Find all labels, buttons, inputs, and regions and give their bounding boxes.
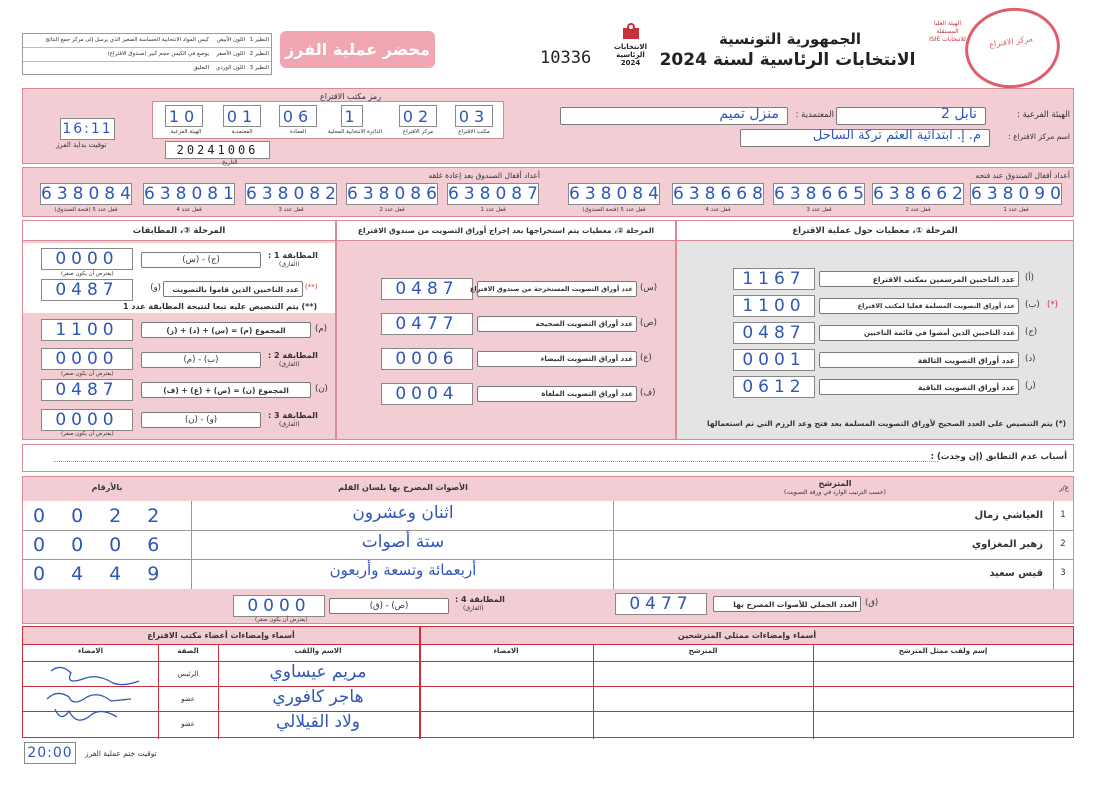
voters-label: عدد الناخبين الذين قاموا بالتصويت [163, 281, 303, 297]
open-lock-3[interactable]: 638665 [774, 184, 869, 204]
stage1-title: المرحلة ①، معطيات حول عملية الاقتراع [677, 221, 1073, 241]
isie-logo: الهيئة العليا المستقلة للانتخابات ISIE [929, 20, 966, 43]
result-1-name: العياشي زمال [974, 510, 1043, 521]
copy-3-desc: التعليق [193, 65, 209, 71]
delegation-value: منزل تميم [719, 106, 779, 122]
members-col-sign: الامضاء [77, 647, 104, 655]
code-office-label: مكتب الاقتراع [458, 129, 490, 135]
m3-formula: (و) - (ن) [141, 412, 261, 428]
open-lock-2[interactable]: 638662 [873, 184, 968, 204]
result-1-words[interactable]: اثنان وعشرون [352, 503, 454, 523]
end-time-box [24, 742, 76, 764]
m3-value[interactable]: 0000 [41, 409, 133, 431]
fa-label: عدد أوراق التصويت الملغاة [477, 386, 637, 402]
m4-diff: (الفارق) [463, 605, 484, 612]
date-box [165, 141, 270, 159]
voters-value[interactable]: 0487 [41, 279, 133, 301]
code-subauth-label: الهيئة الفرعية [170, 129, 202, 135]
result-2-words[interactable]: ستة أصوات [361, 532, 445, 552]
total-label: العدد الجملي للأصوات المصرح بها [713, 596, 861, 612]
document-number: 10336 [540, 48, 592, 68]
m3-zero-note: (يفترض أن يكون صفر) [61, 431, 114, 437]
member-1-role: الرئيس [177, 670, 199, 678]
result-2-name: زهير المغزاوي [971, 539, 1043, 550]
result-3-words[interactable]: أربعمائة وتسعة وأربعون [329, 561, 477, 579]
code-imada[interactable]: 06 [279, 105, 317, 127]
sum-m-value[interactable]: 1100 [41, 319, 133, 341]
stage3-panel: المرحلة ③، المطابقات 0000 (ج) - (س) المطابقة 1 : (الفارق) (يفترض أن يكون صفر) 0487 (و) عدد الناخبين الذين قاموا بالتصويت (**) (**) يتم التنصيص عليه تبعا لنتيجة المطابقة عدد 1 1100 المجموع (م) = (س) + (د) + (ر) (م) 0000 (ب) - (م) المطابقة 2 : (الفارق) (يفترض أن يكون صفر) 0487 المجموع (ن) = (ص) + (ع) + (ف) (ن) 0000 (و) - (ن) المطابقة 3 : (الفارق) (يفترض أن يكون صفر) [22, 220, 336, 440]
code-office[interactable]: 03 [455, 105, 493, 127]
result-1-digits[interactable]: 0022 [33, 505, 186, 527]
stage3-title: المرحلة ③، المطابقات [23, 221, 335, 241]
locks-open-title: أعداد أقفال الصندوق عند فتحه [975, 171, 1070, 180]
code-district[interactable]: 1 [341, 105, 363, 127]
form-title: محضر عملية الفرز [280, 31, 435, 68]
sub-auth-field[interactable] [836, 107, 986, 125]
members-title: أسماء وإمضاءات أعضاء مكتب الاقتراع [23, 627, 419, 645]
member-3-role: عضو [181, 720, 195, 728]
results-panel [22, 476, 1074, 624]
member-signatures[interactable] [33, 661, 153, 739]
ain-key: (ع) [640, 353, 652, 363]
code-imada-label: العمادة [289, 129, 307, 135]
stage2-panel [336, 220, 676, 440]
code-subauth[interactable]: 10 [165, 105, 203, 127]
code-title: رمز مكتب الاقتراع [320, 92, 382, 101]
copy-1-label: النظير 1 [249, 37, 269, 43]
open-lock-4[interactable]: 638668 [673, 184, 768, 204]
result-3-digits[interactable]: 0449 [33, 563, 186, 585]
j-key: (ج) [1025, 327, 1038, 337]
code-center-label: مركز الاقتراع [402, 129, 434, 135]
copy-3-label: النظير 3 [249, 65, 269, 71]
member-1-name[interactable]: مريم عيساوي [269, 662, 367, 682]
r-key: (ر) [1025, 381, 1036, 391]
reclose-lock-5[interactable]: 638084 [41, 184, 136, 204]
m4-value[interactable]: 0000 [233, 595, 325, 617]
election-title: الانتخابات الرئاسية لسنة 2024 [659, 50, 916, 70]
members-col-role: الصفة [177, 647, 199, 655]
signatures-panel [22, 626, 1074, 738]
end-time-value[interactable]: 20:00 [27, 745, 73, 761]
m1-label: المطابقة 1 : [268, 251, 318, 260]
reclose-lock-1-label: قفل عدد 1 [480, 207, 506, 213]
member-3-name[interactable]: ولاد القيلالي [275, 712, 360, 732]
a-label: عدد الناخبين المرسمين بمكتب الاقتراع [819, 271, 1019, 287]
members-col-name: الاسم واللقب [294, 647, 342, 655]
open-lock-3-label: قفل عدد 3 [806, 207, 832, 213]
a-key: (أ) [1025, 273, 1034, 283]
copy-1-desc: كيس المواد الانتخابية الحساسة الصغير الذي يرسل إلى مركز جمع النتائج [45, 37, 209, 43]
stage1-panel: المرحلة ①، معطيات حول عملية الاقتراع 1167 عدد الناخبين المرسمين بمكتب الاقتراع (أ) 1100 عدد أوراق التصويت المسلمة فعليا لمكتب الاقتراع (ب) (*) 0487 عدد الناخبين الذين أمضوا في قائمة الناخبين (ج) 0001 عدد أوراق التصويت التالفة (د) 0612 عدد أوراق التصويت الباقية (ر) (*) يتم التنصيص على العدد الصحيح لأوراق التصويت المسلمة بعد فتح وعد الرزم التي تم استعمالها [676, 220, 1074, 440]
reps-col-rep: إسم ولقب ممثل المترشح [898, 647, 988, 655]
m3-diff: (الفارق) [279, 421, 300, 428]
voters-note: (**) يتم التنصيص عليه تبعا لنتيجة المطابقة عدد 1 [123, 302, 318, 311]
mismatch-row [22, 444, 1074, 472]
col-num: ع/ر [1059, 484, 1069, 492]
result-3-num: 3 [1060, 568, 1066, 578]
reps-col-sign: الامضاء [493, 647, 519, 655]
reclose-lock-4[interactable]: 638081 [144, 184, 239, 204]
sub-auth-value: نابل 2 [940, 106, 977, 122]
center-info [560, 104, 1070, 152]
ballot-icon [621, 22, 641, 40]
code-district-label: الدائرة الانتخابية المحلية [327, 129, 383, 135]
result-1-num: 1 [1060, 510, 1066, 520]
b-label: عدد أوراق التصويت المسلمة فعليا لمكتب الاقتراع [819, 298, 1019, 314]
m3-label: المطابقة 3 : [268, 411, 318, 420]
m2-diff: (الفارق) [279, 361, 300, 368]
stage1-note: (*) يتم التنصيص على العدد الصحيح لأوراق التصويت المسلمة بعد فتح وعد الرزم التي تم استعمالها [707, 419, 1067, 428]
locks-reclose-title: أعداد أقفال الصندوق بعد إعادة غلقه [428, 171, 540, 180]
s-label: عدد أوراق التصويت المستخرجة من صندوق الاقتراع [477, 281, 637, 297]
start-time-box [60, 118, 115, 140]
code-delegation[interactable]: 01 [223, 105, 261, 127]
col-words: الأصوات المصرح بها بلسان القلم [338, 483, 468, 492]
sad-key: (ص) [640, 318, 657, 328]
sum-n-value[interactable]: 0487 [41, 379, 133, 401]
d-key: (د) [1025, 354, 1036, 364]
sub-auth-label: الهيئة الفرعية : [1017, 110, 1070, 120]
member-2-name[interactable]: هاجر كافوري [272, 687, 364, 707]
m2-zero-note: (يفترض أن يكون صفر) [61, 371, 114, 377]
center-name-label: اسم مركز الاقتراع : [1008, 132, 1070, 141]
date-label: التاريخ [222, 159, 238, 166]
col-candidate: المترشح [818, 479, 852, 488]
j-label: عدد الناخبين الذين أمضوا في قائمة الناخبين [819, 325, 1019, 341]
m2-formula: (ب) - (م) [141, 352, 261, 368]
locks-open-panel [556, 171, 1070, 215]
s-value[interactable]: 0487 [381, 278, 473, 300]
d-label: عدد أوراق التصويت التالفة [819, 352, 1019, 368]
sum-m-label: المجموع (م) = (س) + (د) + (ر) [141, 322, 311, 338]
sum-m-key: (م) [315, 324, 327, 334]
sum-n-label: المجموع (ن) = (ص) + (ع) + (ف) [141, 382, 311, 398]
m1-zero-note: (يفترض أن يكون صفر) [61, 271, 114, 277]
a-value[interactable]: 1167 [733, 268, 815, 290]
open-lock-5-label: قفل عدد 5 (فتحة الصندوق) [582, 207, 646, 213]
m1-diff: (الفارق) [279, 261, 300, 268]
reclose-lock-2[interactable]: 638086 [347, 184, 442, 204]
result-2-num: 2 [1060, 539, 1066, 549]
reclose-lock-3[interactable]: 638082 [246, 184, 341, 204]
voters-key: (و) [150, 283, 161, 293]
sad-value[interactable]: 0477 [381, 313, 473, 335]
reps-title: أسماء وإمضاءات ممثلي المترشحين [421, 627, 1073, 645]
open-lock-1-label: قفل عدد 1 [1003, 207, 1029, 213]
ain-value[interactable]: 0006 [381, 348, 473, 370]
delegation-label: المعتمدية : [795, 110, 834, 120]
m4-formula: (ص) - (ق) [329, 598, 449, 614]
delegation-field[interactable] [560, 107, 788, 125]
center-name-value: م. إ. ابتدائية العثم تركة الساحل [812, 128, 981, 143]
reclose-lock-4-label: قفل عدد 4 [176, 207, 202, 213]
end-time-label: توقيت ختم عملية الفرز [85, 749, 157, 758]
m4-label: المطابقة 4 : [455, 595, 505, 604]
sad-label: عدد أوراق التصويت الصحيحة [477, 316, 637, 332]
copies-table [22, 33, 272, 75]
locks-reclose-panel [30, 171, 543, 215]
open-lock-5[interactable]: 638084 [569, 184, 664, 204]
col-digits: بالأرقام [23, 477, 191, 499]
m1-formula: (ج) - (س) [141, 252, 261, 268]
copy-2-label: النظير 2 [249, 51, 269, 57]
reclose-lock-3-label: قفل عدد 3 [278, 207, 304, 213]
stage2-title: المرحلة ②، معطيات يتم استخراجها بعد إخراج أوراق التصويت من صندوق الاقتراع [337, 221, 675, 241]
r-value[interactable]: 0612 [733, 376, 815, 398]
b-key: (ب) [1025, 300, 1040, 310]
reclose-lock-1[interactable]: 638087 [448, 184, 543, 204]
result-3-name: قيس سعيد [989, 568, 1043, 579]
reclose-lock-2-label: قفل عدد 2 [379, 207, 405, 213]
reclose-lock-5-label: قفل عدد 5 (فتحة الصندوق) [54, 207, 118, 213]
center-name-field[interactable] [740, 129, 990, 147]
fa-value[interactable]: 0004 [381, 383, 473, 405]
start-time-label: توقيت بداية الفرز [56, 141, 107, 149]
ain-label: عدد أوراق التصويت البيضاء [477, 351, 637, 367]
official-stamp: مركز الاقتراع [960, 2, 1065, 94]
code-delegation-label: المعتمدية [231, 129, 253, 135]
j-value[interactable]: 0487 [733, 322, 815, 344]
copy-2-color: اللون الأصفر [216, 51, 245, 57]
open-lock-1[interactable]: 638090 [971, 184, 1066, 204]
reps-col-candidate: المترشح [688, 647, 718, 655]
code-center[interactable]: 02 [399, 105, 437, 127]
open-lock-4-label: قفل عدد 4 [705, 207, 731, 213]
mismatch-label: أسباب عدم التطابق (إن وجدت) : [930, 452, 1067, 462]
open-lock-2-label: قفل عدد 2 [905, 207, 931, 213]
total-value[interactable]: 0477 [615, 593, 707, 615]
member-2-role: عضو [181, 695, 195, 703]
elections-logo: الانتخابات الرئاسية 2024 [608, 22, 653, 77]
m2-value[interactable]: 0000 [41, 348, 133, 370]
d-value[interactable]: 0001 [733, 349, 815, 371]
start-time-value[interactable]: 16:11 [62, 121, 113, 137]
total-key: (ق) [865, 598, 879, 608]
copy-2-desc: يوضع في الكيس حجم كبير (صندوق الاقتراع) [107, 51, 209, 57]
s-key: (س) [640, 283, 658, 293]
m1-value[interactable]: 0000 [41, 248, 133, 270]
date-value[interactable]: 20241006 [165, 141, 270, 159]
station-codes [152, 101, 504, 139]
copy-1-color: اللون الأبيض [216, 37, 245, 43]
m2-label: المطابقة 2 : [268, 351, 318, 360]
copy-3-color: اللون الوردي [215, 65, 245, 71]
sum-n-key: (ن) [315, 384, 328, 394]
r-label: عدد أوراق التصويت الباقية [819, 379, 1019, 395]
b-value[interactable]: 1100 [733, 295, 815, 317]
result-2-digits[interactable]: 0006 [33, 534, 186, 556]
republic-title: الجمهورية التونسية [719, 30, 861, 48]
col-candidate-sub: (حسب الترتيب الوارد في ورقة التصويت) [784, 489, 886, 496]
fa-key: (ف) [640, 388, 656, 398]
m4-zero-note: (يفترض أن يكون صفر) [255, 617, 308, 623]
